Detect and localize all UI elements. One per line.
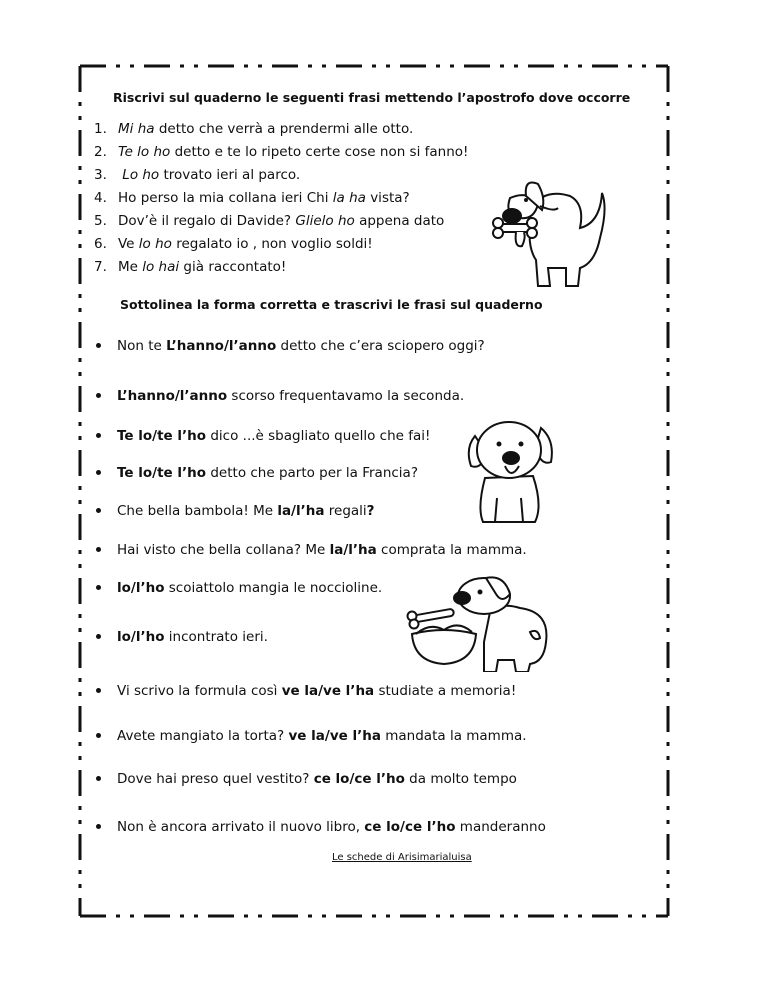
sentence-number: 7. [94,259,107,275]
sentence-fragment: Hai visto che bella collana? Me [117,542,330,558]
sentence-fragment: ve la/ve l’ha [288,728,381,744]
bullet-dot [96,824,101,829]
bullet-dot [96,547,101,552]
sentence-fragment: lo/l’ho [117,629,165,645]
numbered-sentence [94,187,468,210]
numbered-sentence [94,233,468,256]
exercise-1-heading: Riscrivi sul quaderno le seguenti frasi mettendo l’apostrofo dove occorre [113,90,631,105]
bullet-dot [96,634,101,639]
sentence-fragment: Non te [117,338,167,354]
sentence-fragment: Vi scrivo la formula così [117,683,282,699]
sentence-fragment: L’hanno/l’anno [166,338,277,354]
sentence-number: 4. [94,190,107,206]
bullet-sentence [96,770,517,788]
numbered-sentence-list [94,118,468,279]
sentence-fragment: Dov’è il regalo di Davide? [118,213,296,229]
sentence-fragment: Te lo ho [118,144,171,160]
credit-footer: Le schede di Arisimarialuisa [332,852,472,863]
sentence-fragment: Mi ha [118,121,155,137]
sentence-fragment: Me [118,259,143,275]
sentence-fragment: scoiattolo mangia le noccioline. [164,580,383,596]
puppy-with-food-bowl-illustration [400,572,560,672]
bullet-sentence [96,628,268,646]
sentence-fragment: studiate a memoria! [374,683,517,699]
sentence-fragment: detto e te lo ripeto certe cose non si fanno! [170,144,469,160]
sentence-fragment: Ho perso la mia collana ieri Chi [118,190,333,206]
sentence-number: 3. [94,167,107,183]
dog-with-bone-illustration [490,168,610,290]
bullet-sentence [96,464,418,482]
bullet-sentence [96,337,485,355]
sentence-fragment: ce lo/ce l’ho [313,771,405,787]
numbered-sentence [94,164,468,187]
sentence-fragment: Ve [118,236,139,252]
numbered-sentence [94,141,468,164]
sentence-fragment: Glielo ho [295,213,355,229]
sentence-fragment: scorso frequentavamo la seconda. [227,388,465,404]
sentence-fragment: lo/l’ho [117,580,165,596]
bullet-dot [96,585,101,590]
sentence-fragment: la ha [332,190,366,206]
bullet-dot [96,343,101,348]
sentence-fragment: lo ho [138,236,172,252]
sentence-fragment: appena dato [354,213,445,229]
sentence-fragment: già raccontato! [179,259,287,275]
bullet-dot [96,433,101,438]
sentence-number: 2. [94,144,107,160]
sentence-fragment: Avete mangiato la torta? [117,728,289,744]
bullet-dot [96,733,101,738]
bullet-sentence [96,818,546,836]
sentence-fragment: Te lo/te l’ho [117,465,207,481]
sentence-fragment: vista? [365,190,410,206]
bullet-sentence [96,682,516,700]
sentence-fragment: detto che parto per la Francia? [206,465,418,481]
numbered-sentence [94,210,468,233]
sentence-fragment: ve la/ve l’ha [281,683,375,699]
bullet-sentence [96,502,375,520]
numbered-sentence [94,118,468,141]
sentence-fragment: mandata la mamma. [380,728,527,744]
sentence-fragment: Che bella bambola! Me [117,503,278,519]
sentence-fragment: da molto tempo [404,771,517,787]
sentence-fragment: Dove hai preso quel vestito? [117,771,314,787]
sentence-fragment: regalato io , non voglio soldi! [171,236,373,252]
sentence-fragment: lo hai [142,259,180,275]
sentence-fragment: incontrato ieri. [164,629,268,645]
sentence-fragment: detto che c’era sciopero oggi? [276,338,485,354]
sentence-fragment: Non è ancora arrivato il nuovo libro, [117,819,365,835]
sentence-fragment: detto che verrà a prendermi alle otto. [154,121,414,137]
sentence-fragment: regali [324,503,367,519]
sentence-fragment: Te lo/te l’ho [117,428,207,444]
sentence-fragment: comprata la mamma. [376,542,527,558]
numbered-sentence [94,256,468,279]
bullet-sentence [96,387,464,405]
sentence-fragment: L’hanno/l’anno [117,388,228,404]
sentence-number: 5. [94,213,107,229]
bullet-dot [96,508,101,513]
sentence-fragment: la/l’ha [277,503,325,519]
sentence-fragment: ? [366,503,375,519]
bullet-dot [96,393,101,398]
exercise-2-heading: Sottolinea la forma corretta e trascrivi le frasi sul quaderno [120,297,543,312]
bullet-dot [96,470,101,475]
sentence-number: 1. [94,121,107,137]
bullet-sentence [96,727,527,745]
sentence-number: 6. [94,236,107,252]
bullet-dot [96,776,101,781]
sentence-fragment: la/l’ha [329,542,377,558]
bullet-sentence [96,427,430,445]
bullet-sentence [96,541,527,559]
sentence-fragment: dico ...è sbagliato quello che fai! [206,428,431,444]
sentence-fragment: ce lo/ce l’ho [364,819,456,835]
sitting-puppy-illustration [465,418,555,526]
sentence-fragment: Lo ho [118,167,160,183]
sentence-fragment: trovato ieri al parco. [159,167,301,183]
sentence-fragment: manderanno [455,819,546,835]
bullet-dot [96,688,101,693]
bullet-sentence [96,579,382,597]
